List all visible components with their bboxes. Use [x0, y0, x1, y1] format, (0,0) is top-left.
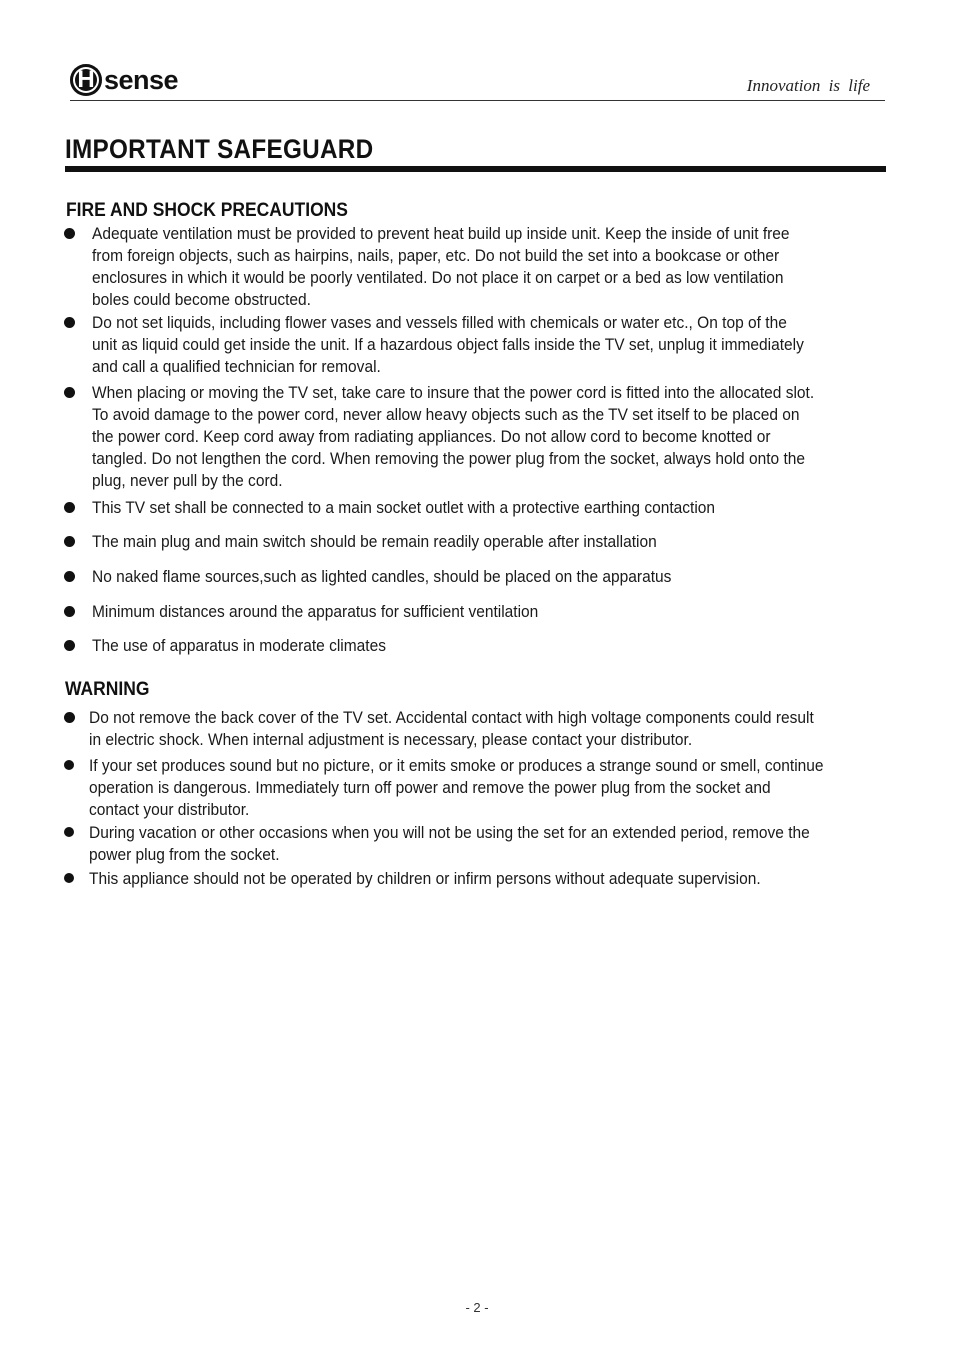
list-item-text: Do not remove the back cover of the TV set. Accidental contact with high voltage components could result in electric shock. When internal adjustment is necessary, please contact your distributor. — [89, 709, 814, 749]
bullet-icon — [64, 873, 74, 883]
list-item-text: No naked flame sources,such as lighted candles, should be placed on the apparatus — [92, 568, 672, 586]
bullet-icon — [64, 571, 75, 582]
bullet-icon — [64, 606, 75, 617]
list-item-text: If your set produces sound but no picture, or it emits smoke or produces a strange sound or smell, continue operation is dangerous. Immediately turn off power and remove the power plug from the socket and contact your distributor. — [89, 757, 824, 819]
bullet-icon — [64, 827, 74, 837]
page-number: - 2 - — [465, 1300, 489, 1315]
list-item-text: During vacation or other occasions when you will not be using the set for an extended period, remove the power plug from the socket. — [89, 824, 810, 864]
fire-section-heading: FIRE AND SHOCK PRECAUTIONS — [66, 200, 348, 221]
brand-logo-text: sense — [104, 64, 179, 95]
bullet-icon — [64, 712, 75, 723]
bullet-icon — [64, 502, 75, 513]
bullet-icon — [64, 536, 75, 547]
list-item-text: This TV set shall be connected to a main socket outlet with a protective earthing contaction — [92, 499, 716, 517]
bullet-icon — [64, 228, 75, 239]
brand-logo — [70, 62, 178, 98]
list-item-text: This appliance should not be operated by children or infirm persons without adequate supervision. — [89, 870, 761, 888]
header-divider — [70, 100, 885, 101]
list-item-text: Minimum distances around the apparatus for sufficient ventilation — [92, 603, 539, 621]
list-item-text: The use of apparatus in moderate climates — [92, 637, 386, 655]
warning-section-heading: WARNING — [65, 679, 150, 700]
list-item-text: When placing or moving the TV set, take care to insure that the power cord is fitted into the allocated slot. To avoid damage to the power cord, never allow heavy objects such as the TV set itself to be placed on the power cord. Keep cord away from radiating appliances. Do not allow cord to become knotted or tangled. Do not lengthen the cord. When removing the power plug from the socket, always hold onto the plug, never pull by the cord. — [92, 384, 815, 490]
bullet-icon — [64, 640, 75, 651]
page-title: IMPORTANT SAFEGUARD — [65, 134, 374, 164]
title-underline-bar — [65, 166, 886, 172]
brand-logo-mark: H — [70, 64, 102, 96]
list-item-text: Do not set liquids, including flower vases and vessels filled with chemicals or water etc., On top of the unit as liquid could get inside the unit. If a hazardous object falls inside the TV set, unplug it immediately and call a qualified technician for removal. — [92, 314, 804, 376]
bullet-icon — [64, 387, 75, 398]
list-item-text: Adequate ventilation must be provided to prevent heat build up inside unit. Keep the inside of unit free from foreign objects, such as hairpins, nails, paper, etc. Do not build the set into a bookcase or other enclosures in which it would be poorly ventilated. Do not place it on carpet or a bed as low ventilation boles could become obstructed. — [92, 225, 790, 309]
bullet-icon — [64, 760, 74, 770]
bullet-icon — [64, 317, 75, 328]
tagline: Innovation is life — [746, 76, 870, 95]
list-item-text: The main plug and main switch should be remain readily operable after installation — [92, 533, 657, 551]
